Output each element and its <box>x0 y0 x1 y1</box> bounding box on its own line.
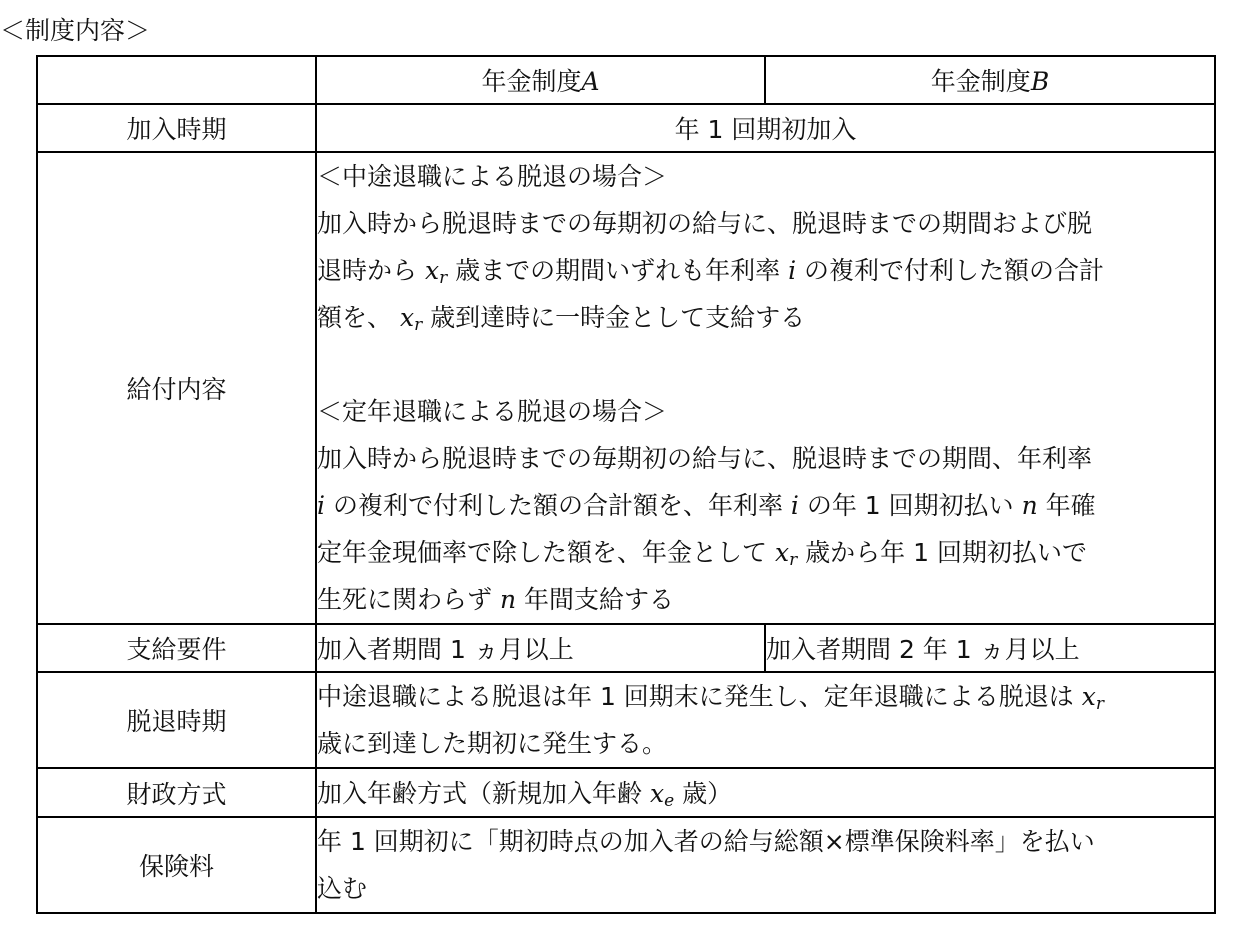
section-title: ＜制度内容＞ <box>0 16 151 45</box>
benefit-ret-line-3 <box>317 529 1214 576</box>
math-i: i <box>317 491 325 520</box>
exit-line-1 <box>317 673 1214 720</box>
text-fragment: 加入年齢方式（新規加入年齢 <box>317 779 650 808</box>
text-fragment: 中途退職による脱退は年 1 回期末に発生し、定年退職による脱退は <box>317 682 1082 711</box>
math-x: x <box>424 256 440 285</box>
row-exit-time <box>37 672 1215 768</box>
text-fragment: の年 1 回期初払い <box>798 491 1022 520</box>
header-plan-a-symbol: A <box>581 67 600 96</box>
label-join-time: 加入時期 <box>37 104 316 152</box>
row-finance <box>37 768 1215 817</box>
benefit-mid-line-2 <box>317 247 1214 294</box>
label-requirement: 支給要件 <box>37 624 316 672</box>
math-sub-r: r <box>1095 694 1104 714</box>
value-requirement-a: 加入者期間 1 ヵ月以上 <box>316 624 765 672</box>
label-benefit: 給付内容 <box>37 152 316 624</box>
benefit-spacer <box>317 341 1214 388</box>
benefit-ret-line-1: 加入時から脱退時までの毎期初の給与に、脱退時までの期間、年利率 <box>317 444 1093 473</box>
text-fragment: の複利で付利した額の合計額を、年利率 <box>325 491 791 520</box>
math-i: i <box>790 491 799 520</box>
benefit-mid-title: ＜中途退職による脱退の場合＞ <box>317 162 668 191</box>
value-finance <box>316 768 1215 817</box>
value-join-time: 年 1 回期初加入 <box>316 104 1215 152</box>
math-x: x <box>774 538 790 567</box>
text-fragment: 歳到達時に一時金として支給する <box>422 303 806 332</box>
text-fragment: の複利で付利した額の合計 <box>796 256 1105 285</box>
text-fragment: 額を、 <box>317 303 400 332</box>
benefit-mid-line-1: 加入時から脱退時までの毎期初の給与に、脱退時までの期間および脱 <box>317 209 1093 238</box>
math-x: x <box>399 303 415 332</box>
header-plan-b-label: 年金制度 <box>930 67 1031 96</box>
math-sub-r: r <box>789 550 798 570</box>
math-x: x <box>1081 682 1096 711</box>
value-premium <box>316 817 1215 913</box>
math-i: i <box>788 256 797 285</box>
premium-line-2: 込む <box>317 874 368 903</box>
text-fragment: 年間支給する <box>516 585 675 614</box>
header-empty-cell <box>37 56 316 104</box>
row-premium <box>37 817 1215 913</box>
text-fragment: 年確 <box>1037 491 1096 520</box>
header-plan-a-label: 年金制度 <box>481 67 582 96</box>
header-plan-b-symbol: B <box>1030 67 1050 96</box>
text-fragment: 歳から年 1 回期初払いで <box>797 538 1087 567</box>
exit-line-2: 歳に到達した期初に発生する。 <box>317 729 668 758</box>
text-fragment: 歳） <box>674 779 733 808</box>
label-premium: 保険料 <box>37 817 316 913</box>
row-join-time <box>37 104 1215 152</box>
math-sub-r: r <box>414 315 423 335</box>
text-fragment: 退時から <box>317 256 425 285</box>
header-plan-b <box>765 56 1215 104</box>
text-fragment: 定年金現価率で除した額を、年金として <box>317 538 775 567</box>
label-finance: 財政方式 <box>37 768 316 817</box>
text-fragment: 生死に関わらず <box>317 585 500 614</box>
value-benefit <box>316 152 1215 624</box>
header-plan-a <box>316 56 765 104</box>
math-n: n <box>1021 491 1038 520</box>
plan-table <box>36 55 1216 914</box>
math-sub-e: e <box>664 791 675 811</box>
premium-line-1: 年 1 回期初に「期初時点の加入者の給与総額×標準保険料率」を払い <box>317 827 1095 856</box>
math-sub-r: r <box>439 268 448 288</box>
label-exit-time: 脱退時期 <box>37 672 316 768</box>
math-n: n <box>499 585 517 614</box>
benefit-ret-line-2 <box>317 482 1214 529</box>
row-benefit <box>37 152 1215 624</box>
benefit-ret-title: ＜定年退職による脱退の場合＞ <box>317 397 668 426</box>
value-exit-time <box>316 672 1215 768</box>
text-fragment: 歳までの期間いずれも年利率 <box>447 256 789 285</box>
math-x: x <box>649 779 665 808</box>
benefit-mid-line-3 <box>317 294 1214 341</box>
header-row <box>37 56 1215 104</box>
value-requirement-b: 加入者期間 2 年 1 ヵ月以上 <box>765 624 1215 672</box>
row-requirement <box>37 624 1215 672</box>
benefit-ret-line-4 <box>317 576 1214 623</box>
